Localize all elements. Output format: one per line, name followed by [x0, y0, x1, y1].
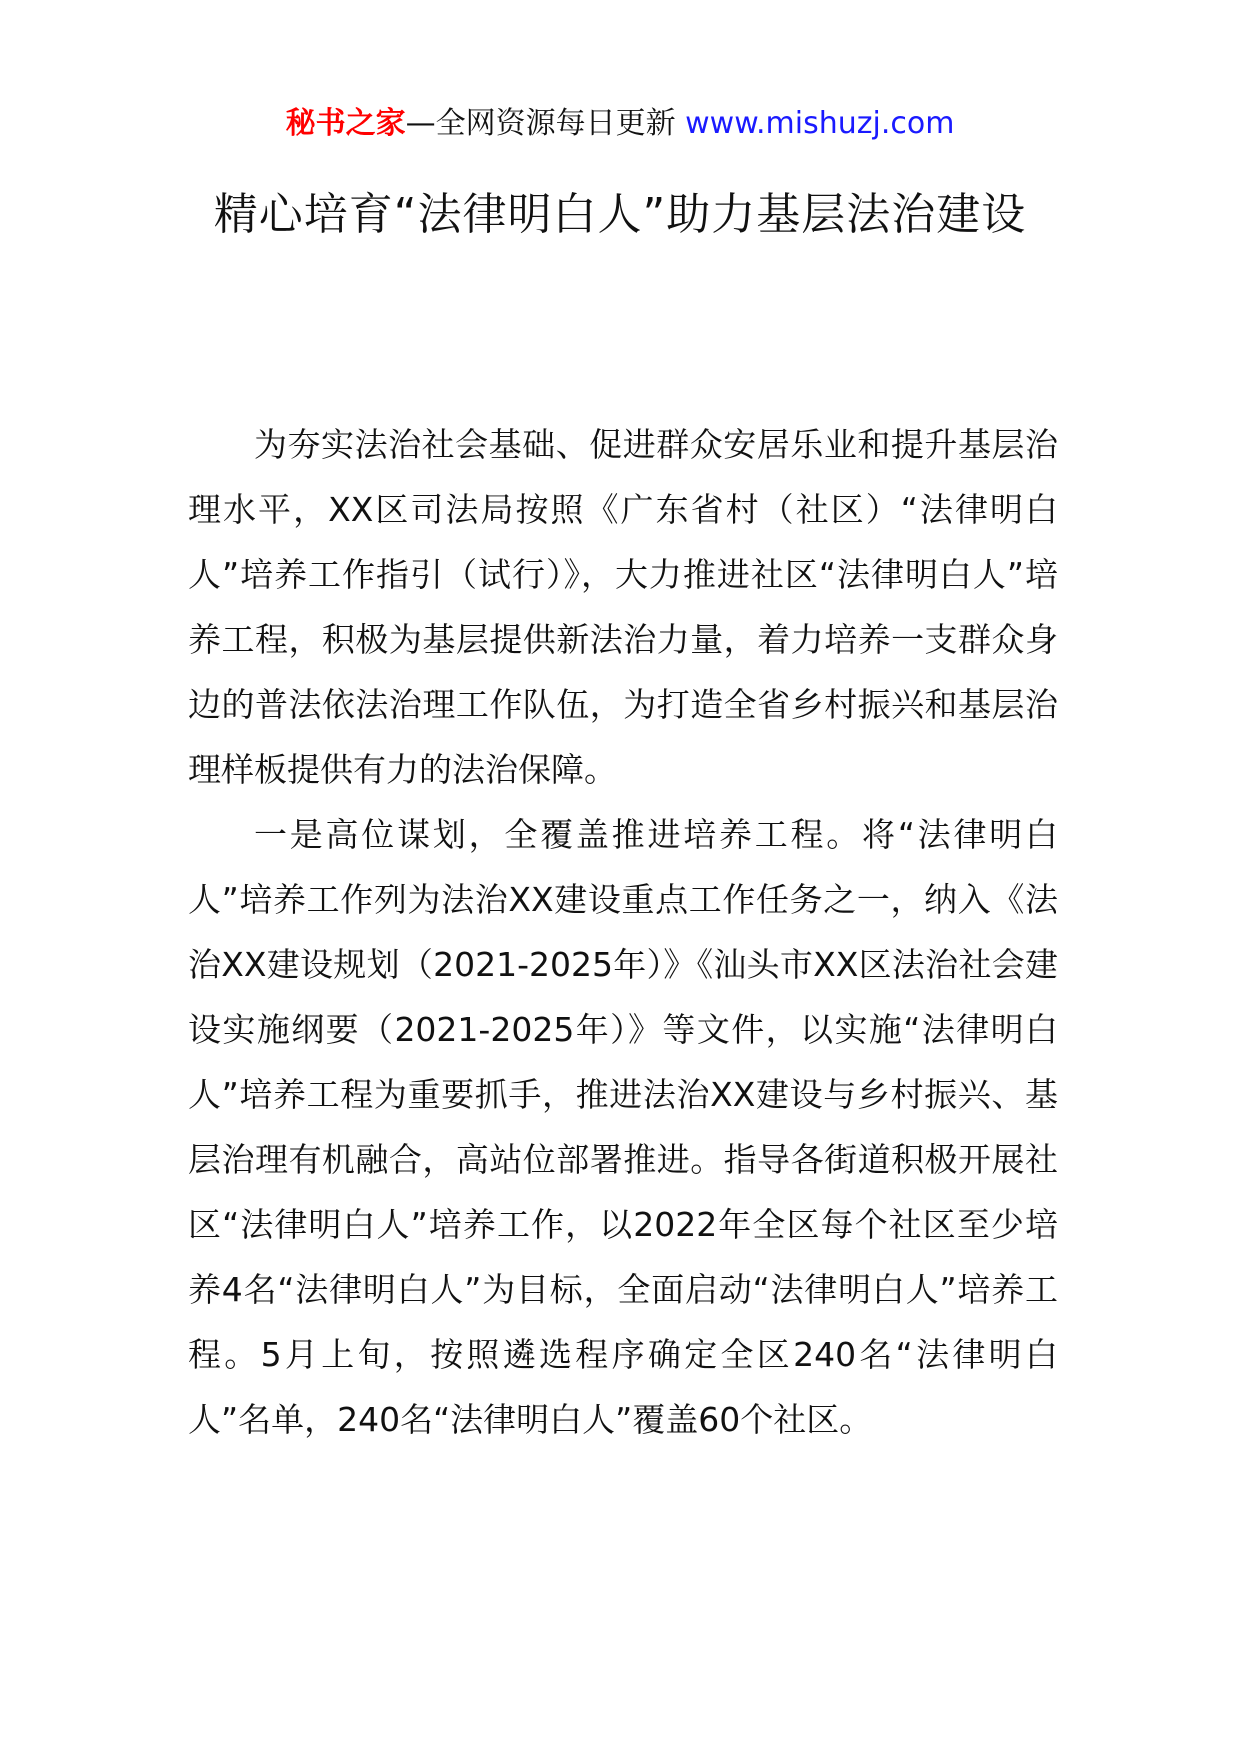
site-url-link[interactable]: www.mishuzj.com — [685, 106, 955, 141]
brand-name: 秘书之家 — [285, 106, 406, 141]
paragraph-point-one: 一是高位谋划，全覆盖推进培养工程。将“法律明白人”培养工作列为法治XX建设重点工作任务之一，纳入《法治XX建设规划（2021-2025年）》《汕头市XX区法治社会建设实施纲要（2021-2025年）》等文件，以实施“法律明白人”培养工程为重要抓手，推进法治XX建设与乡村振兴、基层治理有机融合，高站位部署推进。指导各街道积极开展社区“法律明白人”培养工作，以2022年全区每个社区至少培养4名“法律明白人”为目标，全面启动“法律明白人”培养工程。5月上旬，按照遴选程序确定全区240名“法律明白人”名单，240名“法律明白人”覆盖60个社区。 — [188, 815, 1058, 1439]
document-title: 精心培育“法律明白人”助力基层法治建设 — [213, 189, 1027, 240]
paragraph-intro: 为夯实法治社会基础、促进群众安居乐业和提升基层治理水平，XX区司法局按照《广东省村（社区）“法律明白人”培养工作指引（试行）》，大力推进社区“法律明白人”培养工程，积极为基层提供新法治力量，着力培养一支群众身边的普法依法治理工作队伍，为打造全省乡村振兴和基层治理样板提供有力的法治保障。 — [188, 425, 1058, 789]
header-tagline: —全网资源每日更新 — [405, 106, 686, 141]
site-header — [0, 100, 1240, 148]
document-body — [188, 412, 1058, 1452]
